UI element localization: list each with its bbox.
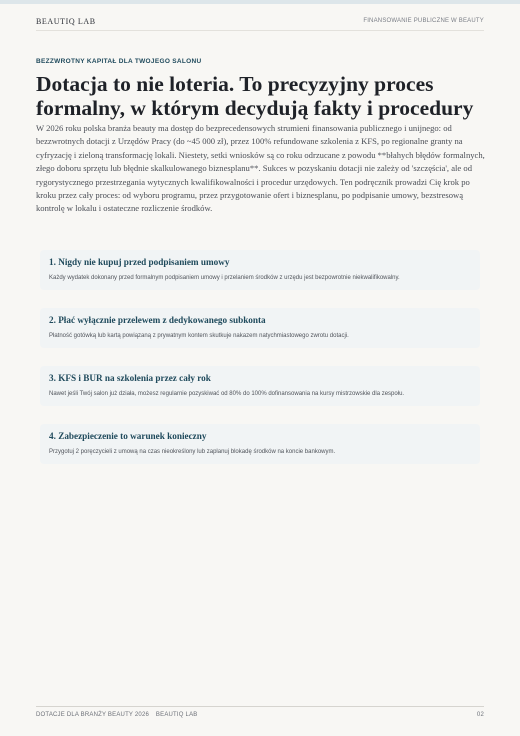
page-title: Dotacja to nie loteria. To precyzyjny proces formalny, w którym decydują fakty i procedury (36, 72, 474, 120)
rule-text: Każdy wydatek dokonany przed formalnym podpisaniem umowy i przelaniem środków z urzędu jest bezpowrotnie niekwalifikowalny. (49, 275, 400, 281)
eyebrow-label: BEZZWROTNY KAPITAŁ DLA TWOJEGO SALONU (36, 58, 202, 65)
rule-text: Przygotuj 2 poręczycieli z umową na czas nieokreślony lub zaplanuj blokadę środków na koncie bankowym. (49, 449, 336, 455)
rules-list (40, 250, 480, 482)
footer-publication: DOTACJE DLA BRANŻY BEAUTY 2026 (36, 712, 150, 718)
rule-title: 4. Zabezpieczenie to warunek konieczny (49, 431, 207, 441)
rule-card (40, 250, 480, 290)
page-number: 02 (476, 712, 484, 718)
top-accent-bar (0, 0, 520, 4)
rule-title: 2. Płać wyłącznie przelewem z dedykowanego subkonta (49, 315, 266, 325)
intro-paragraph: W 2026 roku polska branża beauty ma dostęp do bezprecedensowych strumieni finansowania publicznego i unijnego: od bezzwrotnych dotacji z Urzędów Pracy (do ~45 000 zł), przez 100% refundowane szkolenia z KFS, po regionalne granty na cyfryzację i zieloną transformację lokali. Niestety, setki wniosków są co roku odrzucane z powodu **błahych błędów formalnych, złego doboru sprzętu lub błędnie skalkulowanego biznesplanu**. Sukces w pozyskaniu dotacji nie zależy od 'szczęścia', ale od rygorystycznego przestrzegania wytycznych kwalifikowalności i procedur urzędowych. Ten podręcznik prowadzi Cię krok po kroku przez cały proces: od wyboru programu, przez przygotowanie ofert i biznesplanu, po podpisanie umowy, bezstresową kontrolę w lokalu i ostateczne rozliczenie środków. (36, 123, 485, 214)
header-divider (36, 30, 484, 31)
footer-brand: BEAUTIQ LAB (155, 712, 198, 718)
page-footer (36, 712, 484, 718)
footer-left (36, 712, 197, 718)
page-header (36, 14, 484, 28)
rule-title: 3. KFS i BUR na szkolenia przez cały rok (49, 373, 211, 383)
section-label: FINANSOWANIE PUBLICZNE W BEAUTY (363, 18, 484, 24)
rule-card (40, 424, 480, 464)
rule-card (40, 308, 480, 348)
rule-card (40, 366, 480, 406)
rule-title: 1. Nigdy nie kupuj przed podpisaniem umowy (49, 257, 230, 267)
rule-text: Płatność gotówką lub kartą powiązaną z prywatnym kontem skutkuje nakazem natychmiastowego zwrotu dotacji. (49, 333, 349, 339)
brand-name: BEAUTIQ LAB (36, 16, 96, 26)
rule-text: Nawet jeśli Twój salon już działa, możesz regularnie pozyskiwać od 80% do 100% dofinansowania na kursy mistrzowskie dla zespołu. (49, 391, 405, 397)
footer-divider (36, 706, 484, 707)
